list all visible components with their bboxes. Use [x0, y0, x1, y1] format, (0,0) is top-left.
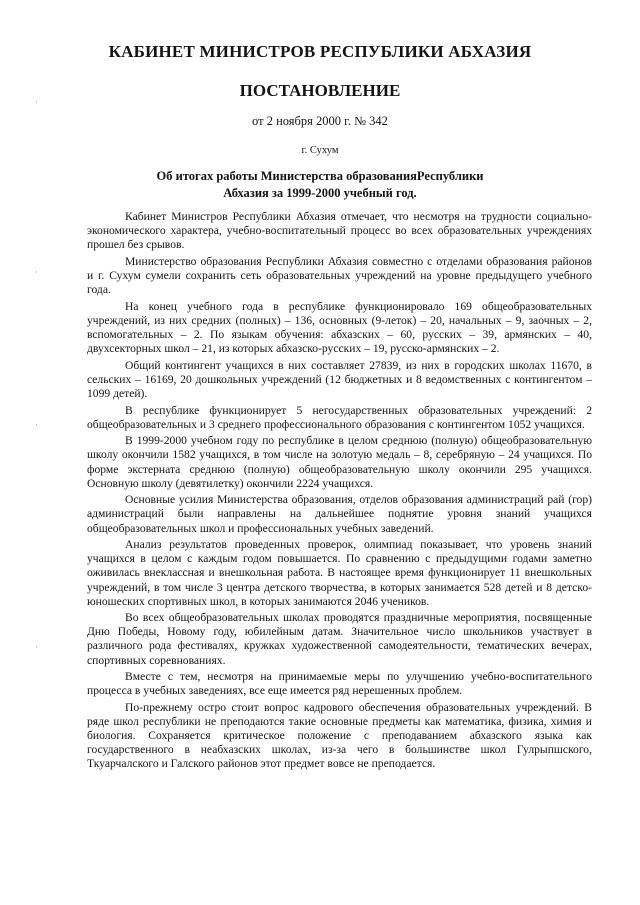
subject-line-2: Абхазия за 1999-2000 учебный год.: [223, 186, 417, 200]
document-date-number: от 2 ноября 2000 г. № 342: [252, 114, 388, 128]
subject-line-1: Об итогах работы Министерства образованияРеспублики: [156, 169, 484, 183]
body-paragraph: Анализ результатов проведенных проверок, олимпиад показывает, что уровень знаний учащихся в целом с каждым годом повышается. По сравнению с предыдущими годами заметно оживилась внеклассная и внешкольная работа. В настоящее время функционирует 11 внешкольных учреждений, в том числе 3 центра детского творчества, в которых занимается 528 детей и 8 детско-юношеских спортивных школ, в которых занимаются 2046 учеников.: [87, 538, 592, 608]
document-body: [87, 210, 592, 774]
margin-scan-mark: ·: [35, 268, 38, 278]
body-paragraph: В 1999-2000 учебном году по республике в целом среднюю (полную) общеобразовательную школу окончили 1582 учащихся, в том числе на золотую медаль – 8, серебряную – 24 учащихся. По форме экстерната среднюю (полную) общеобразовательную школу окончили 295 учащихся. Основную школу (девятилетку) окончили 2224 учащихся.: [87, 434, 592, 490]
body-paragraph: В республике функционирует 5 негосударственных образовательных учреждений: 2 общеобразовательных и 3 среднего профессионального образования с контингентом 1052 учащихся.: [87, 403, 592, 431]
document-subject: [60, 168, 580, 202]
margin-scan-mark: ·: [35, 421, 38, 431]
body-paragraph: Вместе с тем, несмотря на принимаемые меры по улучшению учебно-воспитательного процесса в учебных заведениях, все еще имеется ряд нерешенных проблем.: [87, 670, 592, 698]
body-paragraph: По-прежнему остро стоит вопрос кадрового обеспечения образовательных учреждений. В ряде школ республики не преподаются такие основные предметы как математика, физика, химия и биология. Сохраняется критическое положение с преподаванием абхазского языка как государственного в неабхазских школах, из-за чего в большинстве школ Гулрыпшского, Ткуарчалского и Галского районов этот предмет вовсе не преподается.: [87, 701, 592, 771]
body-paragraph: Во всех общеобразовательных школах проводятся праздничные мероприятия, посвященные Дню Победы, Новому году, юбилейным датам. Значительное число школьников участвует в различного рода фестивалях, кружках художественной самодеятельности, тематических вечерах, спортивных соревнованиях.: [87, 611, 592, 667]
document-type-title: ПОСТАНОВЛЕНИЕ: [239, 81, 401, 100]
body-paragraph: На конец учебного года в республике функционировало 169 общеобразовательных учреждений, из них средних (полных) – 136, основных (9-леток) – 20, начальных – 9, заочных – 2, вспомогательных – 2. По языкам обучения: абхазских – 60, русских – 39, армянских – 40, двухсекторных школ – 21, из которых абхазско-русских – 19, русско-армянских – 2.: [87, 299, 592, 356]
organization-title: КАБИНЕТ МИНИСТРОВ РЕСПУБЛИКИ АБХАЗИЯ: [108, 42, 532, 61]
body-paragraph: Министерство образования Республики Абхазия совместно с отделами образования районов и г. Сухум сумели сохранить сеть образовательных учреждений на уровне предыдущего учебного года.: [87, 254, 592, 297]
body-paragraph: Общий контингент учащихся в них составляет 27839, из них в городских школах 11670, в сельских – 16169, 20 дошкольных учреждений (12 бюджетных и 8 ведомственных с контингентом – 1099 детей).: [87, 358, 592, 400]
body-paragraph: Кабинет Министров Республики Абхазия отмечает, что несмотря на трудности социально-экономического характера, учебно-воспитательный процесс во всех образовательных учреждениях прошел без срывов.: [87, 210, 592, 252]
body-paragraph: Основные усилия Министерства образования, отделов образования администраций рай (гор) администраций были направлены на дальнейшее поднятие уровня знаний учащихся общеобразовательных школ и профессиональных учебных заведений.: [87, 493, 592, 535]
document-city: г. Сухум: [301, 145, 339, 156]
margin-scan-mark: ·: [35, 98, 38, 108]
margin-scan-mark: ·: [35, 643, 38, 653]
